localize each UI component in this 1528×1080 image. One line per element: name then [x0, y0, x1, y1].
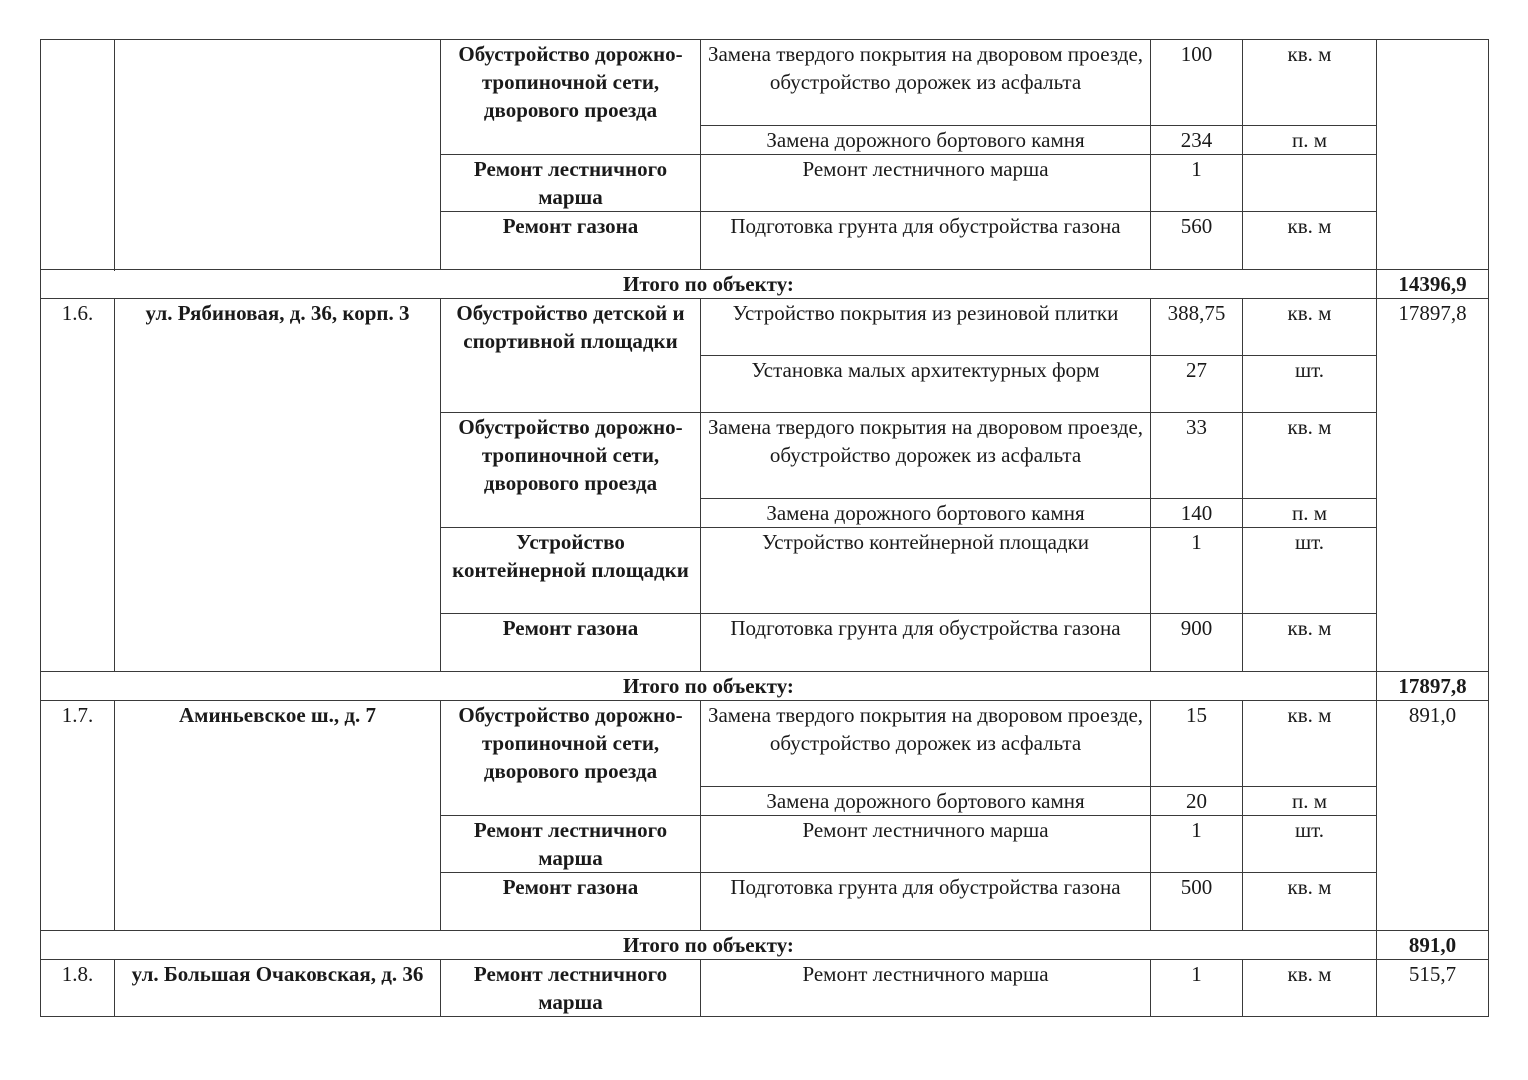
category-cell: Ремонт газона — [441, 614, 701, 672]
work-cell: Устройство покрытия из резиновой плитки — [701, 299, 1151, 356]
category-cell: Обустройство дорожно-тропиночной сети, дворового проезда — [441, 413, 701, 528]
total-value: 17897,8 — [1377, 672, 1489, 701]
unit-cell: кв. м — [1243, 40, 1377, 126]
address-cell: ул. Большая Очаковская, д. 36 — [115, 960, 441, 1017]
category-cell: Обустройство детской и спортивной площадки — [441, 299, 701, 413]
quantity-cell: 388,75 — [1151, 299, 1243, 356]
table-row — [41, 299, 1489, 356]
work-cell: Замена твердого покрытия на дворовом проезде, обустройство дорожек из асфальта — [701, 701, 1151, 787]
quantity-cell: 140 — [1151, 499, 1243, 528]
unit-cell: кв. м — [1243, 701, 1377, 787]
category-cell: Устройство контейнерной площадки — [441, 528, 701, 614]
unit-cell: кв. м — [1243, 873, 1377, 931]
work-cell: Замена твердого покрытия на дворовом проезде, обустройство дорожек из асфальта — [701, 413, 1151, 499]
unit-cell: шт. — [1243, 816, 1377, 873]
address-cell — [115, 40, 441, 270]
address-cell: Аминьевское ш., д. 7 — [115, 701, 441, 931]
row-number-cell: 1.8. — [41, 960, 115, 1017]
total-label: Итого по объекту: — [41, 931, 1377, 960]
quantity-cell: 20 — [1151, 787, 1243, 816]
unit-cell: шт. — [1243, 356, 1377, 413]
unit-cell: кв. м — [1243, 960, 1377, 1017]
quantity-cell: 500 — [1151, 873, 1243, 931]
amount-cell: 17897,8 — [1377, 299, 1489, 672]
quantity-cell: 33 — [1151, 413, 1243, 499]
row-number-cell — [41, 40, 115, 270]
category-cell: Ремонт лестничного марша — [441, 816, 701, 873]
quantity-cell: 560 — [1151, 212, 1243, 270]
category-cell: Ремонт газона — [441, 212, 701, 270]
quantity-cell: 1 — [1151, 960, 1243, 1017]
quantity-cell: 1 — [1151, 816, 1243, 873]
category-cell: Ремонт лестничного марша — [441, 155, 701, 212]
table-row — [41, 701, 1489, 787]
quantity-cell: 900 — [1151, 614, 1243, 672]
unit-cell: п. м — [1243, 126, 1377, 155]
works-table — [40, 39, 1489, 1017]
work-cell: Подготовка грунта для обустройства газона — [701, 614, 1151, 672]
unit-cell: кв. м — [1243, 212, 1377, 270]
unit-cell — [1243, 155, 1377, 212]
work-cell: Ремонт лестничного марша — [701, 155, 1151, 212]
table-row — [41, 40, 1489, 126]
unit-cell: кв. м — [1243, 299, 1377, 356]
quantity-cell: 27 — [1151, 356, 1243, 413]
work-cell: Ремонт лестничного марша — [701, 960, 1151, 1017]
work-cell: Установка малых архитектурных форм — [701, 356, 1151, 413]
work-cell: Замена дорожного бортового камня — [701, 787, 1151, 816]
category-cell: Ремонт газона — [441, 873, 701, 931]
work-cell: Подготовка грунта для обустройства газона — [701, 212, 1151, 270]
table-row — [41, 960, 1489, 1017]
category-cell: Обустройство дорожно-тропиночной сети, дворового проезда — [441, 701, 701, 816]
unit-cell: кв. м — [1243, 413, 1377, 499]
total-label: Итого по объекту: — [41, 270, 1377, 299]
row-number-cell: 1.7. — [41, 701, 115, 931]
address-cell: ул. Рябиновая, д. 36, корп. 3 — [115, 299, 441, 672]
work-cell: Подготовка грунта для обустройства газона — [701, 873, 1151, 931]
amount-cell — [1377, 40, 1489, 270]
quantity-cell: 234 — [1151, 126, 1243, 155]
unit-cell: п. м — [1243, 787, 1377, 816]
category-cell: Обустройство дорожно-тропиночной сети, дворового проезда — [441, 40, 701, 155]
amount-cell: 515,7 — [1377, 960, 1489, 1017]
quantity-cell: 1 — [1151, 155, 1243, 212]
quantity-cell: 15 — [1151, 701, 1243, 787]
work-cell: Замена дорожного бортового камня — [701, 126, 1151, 155]
quantity-cell: 1 — [1151, 528, 1243, 614]
category-cell: Ремонт лестничного марша — [441, 960, 701, 1017]
amount-cell: 891,0 — [1377, 701, 1489, 931]
total-row — [41, 672, 1489, 701]
unit-cell: шт. — [1243, 528, 1377, 614]
total-value: 891,0 — [1377, 931, 1489, 960]
work-cell: Устройство контейнерной площадки — [701, 528, 1151, 614]
work-cell: Ремонт лестничного марша — [701, 816, 1151, 873]
row-number-cell: 1.6. — [41, 299, 115, 672]
total-row — [41, 270, 1489, 299]
unit-cell: п. м — [1243, 499, 1377, 528]
work-cell: Замена дорожного бортового камня — [701, 499, 1151, 528]
unit-cell: кв. м — [1243, 614, 1377, 672]
total-row — [41, 931, 1489, 960]
total-value: 14396,9 — [1377, 270, 1489, 299]
quantity-cell: 100 — [1151, 40, 1243, 126]
total-label: Итого по объекту: — [41, 672, 1377, 701]
work-cell: Замена твердого покрытия на дворовом проезде, обустройство дорожек из асфальта — [701, 40, 1151, 126]
